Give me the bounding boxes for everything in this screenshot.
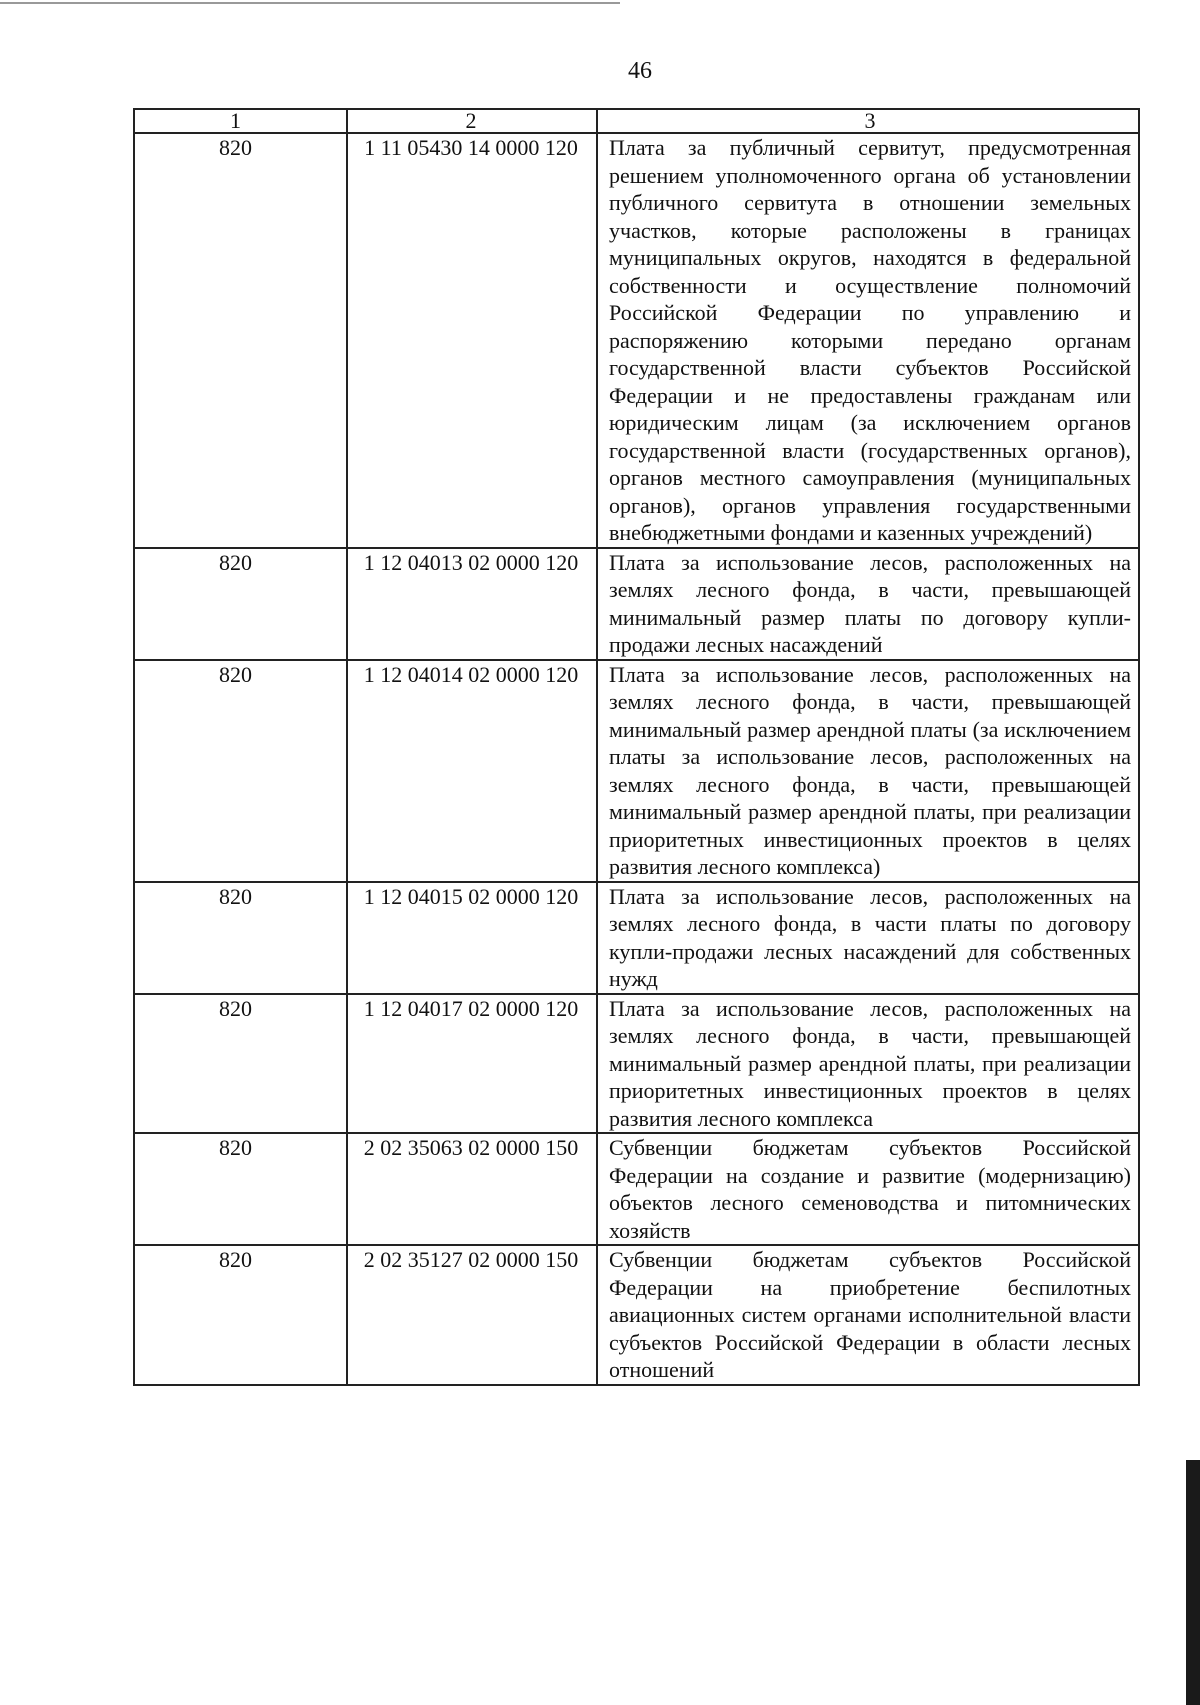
description-cell: Плата за использование лесов, расположенных на землях лесного фонда, в части, превышающей минимальный размер платы по договору купли-продажи лесных насаждений: [597, 548, 1139, 660]
description-cell: Субвенции бюджетам субъектов Российской Федерации на создание и развитие (модернизацию) объектов лесного семеноводства и питомнических хозяйств: [597, 1133, 1139, 1245]
header-col-2: 2: [347, 109, 597, 133]
budget-code-cell: 1 12 04015 02 0000 120: [347, 882, 597, 994]
table-row: [134, 994, 1139, 1134]
description-cell: Плата за использование лесов, расположенных на землях лесного фонда, в части, превышающей минимальный размер арендной платы (за исключением платы за использование лесов, расположенных на землях лесного фонда, в части, превышающей минимальный размер арендной платы, при реализации приоритетных инвестиционных проектов в целях развития лесного комплекса): [597, 660, 1139, 882]
admin-code-cell: 820: [134, 133, 347, 548]
table-row: [134, 548, 1139, 660]
table-row: [134, 660, 1139, 882]
description-cell: Плата за публичный сервитут, предусмотренная решением уполномоченного органа об установлении публичного сервитута в отношении земельных участков, которые расположены в границах муниципальных округов, находятся в федеральной собственности и осуществление полномочий Российской Федерации по управлению и распоряжению которыми передано органам государственной власти субъектов Российской Федерации и не предоставлены гражданам или юридическим лицам (за исключением органов государственной власти (государственных органов), органов местного самоуправления (муниципальных органов), органов управления государственными внебюджетными фондами и казенных учреждений): [597, 133, 1139, 548]
admin-code-cell: 820: [134, 994, 347, 1134]
budget-code-cell: 1 12 04014 02 0000 120: [347, 660, 597, 882]
scan-edge-line: [0, 2, 620, 4]
budget-code-cell: 2 02 35127 02 0000 150: [347, 1245, 597, 1385]
table-header-row: [134, 109, 1139, 133]
budget-code-cell: 1 12 04013 02 0000 120: [347, 548, 597, 660]
admin-code-cell: 820: [134, 882, 347, 994]
scan-edge-shadow: [1186, 1460, 1200, 1705]
description-cell: Плата за использование лесов, расположенных на землях лесного фонда, в части, превышающей минимальный размер арендной платы, при реализации приоритетных инвестиционных проектов в целях развития лесного комплекса: [597, 994, 1139, 1134]
table-row: [134, 882, 1139, 994]
page-number: 46: [628, 58, 652, 84]
budget-code-cell: 1 11 05430 14 0000 120: [347, 133, 597, 548]
header-col-3: 3: [597, 109, 1139, 133]
table-row: [134, 1245, 1139, 1385]
table-row: [134, 133, 1139, 548]
budget-classification-table: [133, 108, 1140, 1386]
admin-code-cell: 820: [134, 1245, 347, 1385]
description-cell: Плата за использование лесов, расположенных на землях лесного фонда, в части платы по договору купли-продажи лесных насаждений для собственных нужд: [597, 882, 1139, 994]
table-row: [134, 1133, 1139, 1245]
description-cell: Субвенции бюджетам субъектов Российской Федерации на приобретение беспилотных авиационных систем органами исполнительной власти субъектов Российской Федерации в области лесных отношений: [597, 1245, 1139, 1385]
admin-code-cell: 820: [134, 548, 347, 660]
header-col-1: 1: [134, 109, 347, 133]
admin-code-cell: 820: [134, 1133, 347, 1245]
admin-code-cell: 820: [134, 660, 347, 882]
budget-code-cell: 1 12 04017 02 0000 120: [347, 994, 597, 1134]
budget-code-cell: 2 02 35063 02 0000 150: [347, 1133, 597, 1245]
